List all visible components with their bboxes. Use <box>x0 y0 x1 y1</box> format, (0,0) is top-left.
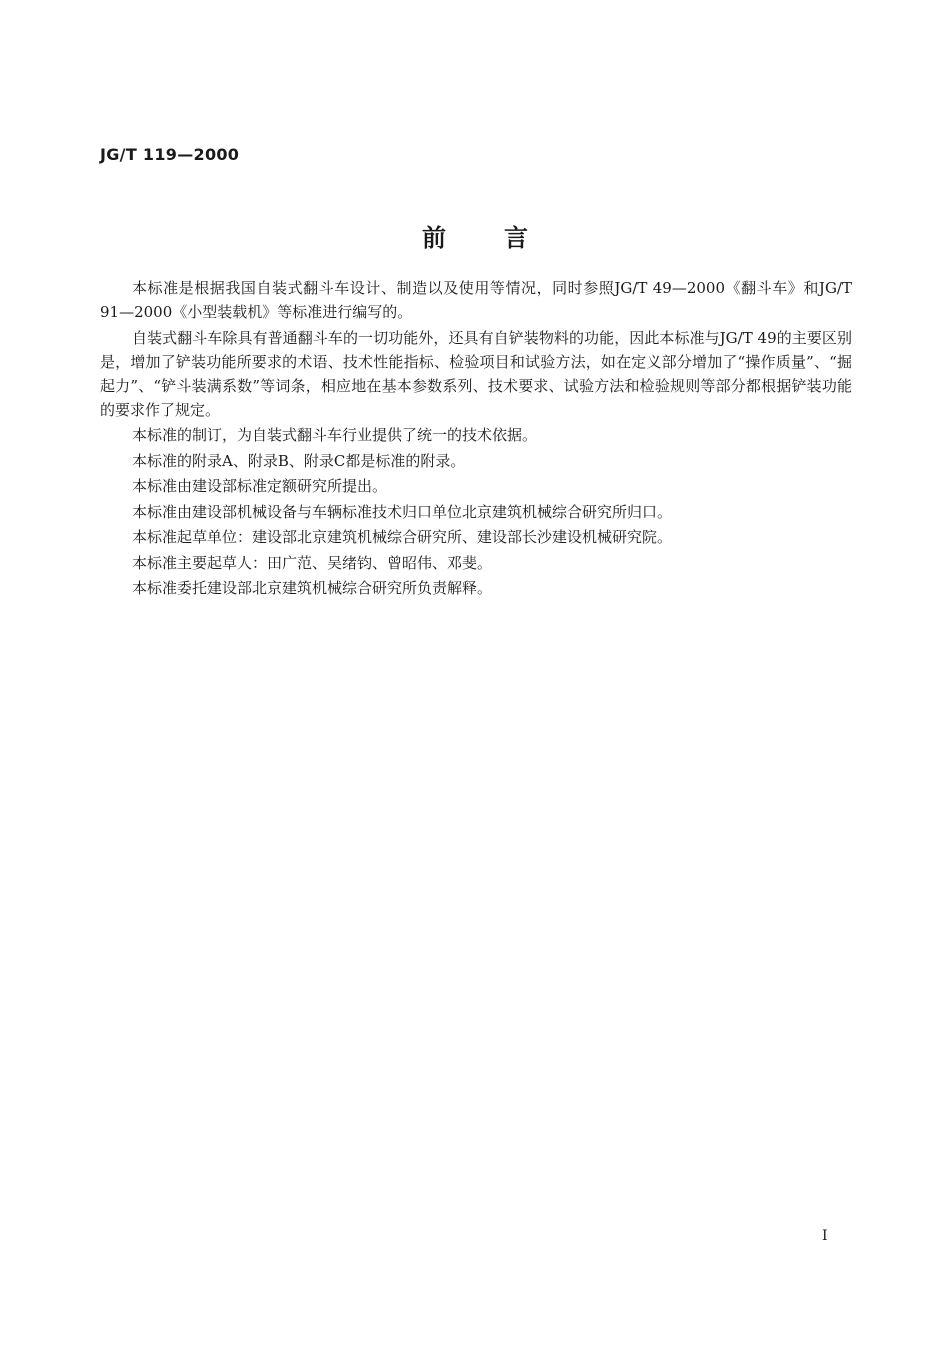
paragraph: 本标准起草单位：建设部北京建筑机械综合研究所、建设部长沙建设机械研究院。 <box>132 528 673 546</box>
paragraph: 本标准由建设部机械设备与车辆标准技术归口单位北京建筑机械综合研究所归口。 <box>132 502 673 521</box>
foreword-body <box>100 276 852 602</box>
paragraph: 自装式翻斗车除具有普通翻斗车的一切功能外，还具有自铲装物料的功能，因此本标准与JG/T 49的主要区别是，增加了铲装功能所要求的术语、技术性能指标、检验项目和试验方法，如在定义部分增加了“操作质量”、“掘起力”、“铲斗装满系数”等词条，相应地在基本参数系列、技术要求、试验方法和检验规则等部分都根据铲装功能的要求作了规定。 <box>100 328 852 419</box>
paragraph: 本标准是根据我国自装式翻斗车设计、制造以及使用等情况，同时参照JG/T 49—2000《翻斗车》和JG/T 91—2000《小型装载机》等标准进行编写的。 <box>100 279 852 321</box>
paragraph: 本标准主要起草人：田广范、吴绪钧、曾昭伟、邓斐。 <box>132 553 493 572</box>
paragraph: 本标准由建设部标准定额研究所提出。 <box>132 477 388 495</box>
paragraph: 本标准委托建设部北京建筑机械综合研究所负责解释。 <box>132 579 493 597</box>
standard-code: JG/T 119—2000 <box>100 145 240 164</box>
paragraph: 本标准的附录A、附录B、附录C都是标准的附录。 <box>132 451 466 470</box>
page-number: I <box>822 1228 828 1244</box>
paragraph: 本标准的制订，为自装式翻斗车行业提供了统一的技术依据。 <box>132 426 538 444</box>
page-title: 前言 <box>422 224 586 252</box>
